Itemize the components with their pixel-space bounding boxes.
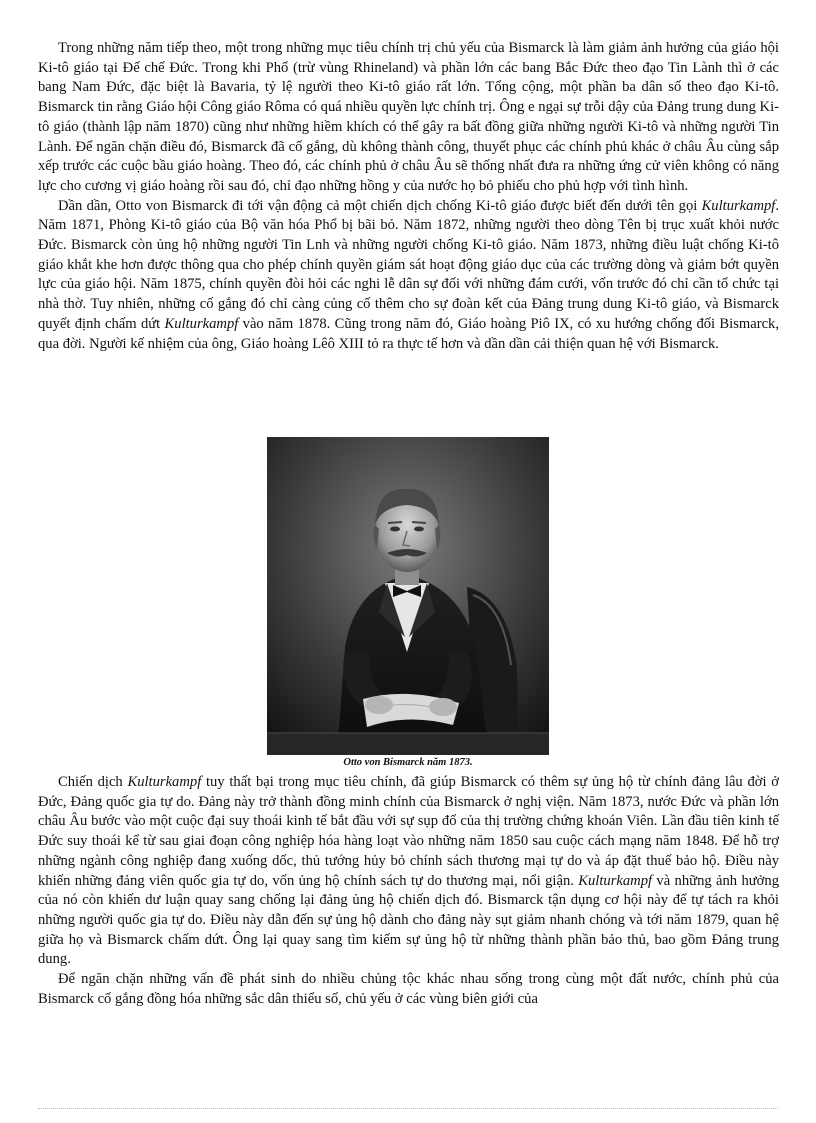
paragraph-kulturkampf: Dần dần, Otto von Bismarck đi tới vận động cả một chiến dịch chống Ki-tô giáo được biết đến dưới tên gọi Kulturkampf. Năm 1871, Phòng Ki-tô giáo của Bộ văn hóa Phổ bị bãi bỏ. Năm 1872, những người theo dòng Tên bị trục xuất khỏi nước Đức. Bismarck còn ủng hộ những người Tin Lnh và những người chống Ki-tô giáo. Năm 1873, những điều luật chống Ki-tô giáo khắt khe hơn được thông qua cho phép chính quyền giám sát hoạt động giáo dục của các trường dòng và giảm bớt quyền lực của giáo hội. Năm 1875, chính quyền đòi hỏi các nghi lễ dân sự đối với những đám cưới, vốn trước đó chỉ cần tổ chức tại nhà thờ. Tuy nhiên, những cố gắng đó chỉ càng củng cố thêm cho sự đoàn kết của Đảng trung dung Ki-tô giáo, và Bismarck quyết định chấm dứt Kulturkampf vào năm 1878. Cũng trong năm đó, Giáo hoàng Piô IX, có xu hướng chống đối Bismarck, qua đời. Người kế nhiệm của ông, Giáo hoàng Lêô XIII tỏ ra thực tế hơn và dần dần cải thiện quan hệ với Bismarck.	[38, 197, 780, 352]
paragraph-economic-crisis: Chiến dịch Kulturkampf tuy thất bại trong mục tiêu chính, đã giúp Bismarck có thêm sự ủng hộ từ chính đảng lâu đời ở Đức, Đảng quốc gia tự do. Đảng này trở thành đồng minh chính của Bismarck ở nghị viện. Năm 1873, nước Đức và phần lớn châu Âu bước vào một cuộc đại suy thoái kinh tế bắt đầu với sự sụp đổ của thị trường chứng khoán Viên. Lần đầu tiên kinh tế Đức suy thoái kể từ sau giai đoạn công nghiệp hóa hàng loạt vào những năm 1850 sau cuộc cách mạng năm 1848. Để hỗ trợ những ngành công nghiệp đang xuống dốc, thủ tướng hủy bỏ chính sách thương mại tự do và áp đặt thuế bảo hộ. Điều này khiến những đảng viên quốc gia tự do, vốn ủng hộ chính sách tự do thương mại, nổi giận. Kulturkampf và những ảnh hưởng của nó còn khiến dư luận quay sang chống lại đảng ủng hộ chiến dịch đó. Bismarck tận dụng cơ hội này để tự tách ra khỏi những người quốc gia tự do. Điều này dẫn đến sự ủng hộ dành cho đảng này sụt giảm nhanh chóng và tới năm 1879, quan hệ giữa họ và Bismarck chấm dứt. Ông lại quay sang tìm kiếm sự ủng hộ từ những thành phần bảo thủ, bao gồm Đảng trung dung.	[38, 774, 779, 968]
kulturkampf-term: Kulturkampf	[578, 872, 653, 889]
bismarck-portrait-photo	[267, 437, 549, 755]
kulturkampf-term: Kulturkampf	[701, 197, 776, 214]
body-text-bottom	[38, 773, 779, 1009]
portrait-caption: Otto von Bismarck năm 1873.	[343, 757, 473, 768]
page-bottom-divider	[38, 1108, 778, 1109]
kulturkampf-term: Kulturkampf	[164, 315, 239, 332]
kulturkampf-term: Kulturkampf	[127, 774, 202, 790]
bismarck-portrait-figure	[267, 437, 549, 770]
paragraph-religion-policy: Trong những năm tiếp theo, một trong những mục tiêu chính trị chủ yếu của Bismarck là làm giảm ảnh hưởng của giáo hội Ki-tô giáo tại Đế chế Đức. Trong khi Phổ (trừ vùng Rhineland) và phần lớn các bang Bắc Đức theo đạo Tin Lành thì ở các bang Nam Đức, đặc biệt là Bavaria, tỷ lệ người theo Ki-tô giáo rất lớn. Tổng cộng, một phần ba dân số theo đạo Ki-tô. Bismarck tin rằng Giáo hội Công giáo Rôma có quá nhiều quyền lực chính trị. Ông e ngại sự trỗi dậy của Đảng trung dung Ki-tô giáo (thành lập năm 1870) cũng như những hiềm khích có thể gây ra bất đồng giữa những người Ki-tô và những người Tin Lành. Để ngăn chặn điều đó, Bismarck đã cố gắng, dù không thành công, thuyết phục các chính phủ khác ở châu Âu cùng sắp xếp trước các cuộc bầu giáo hoàng. Theo đó, các chính phủ ở châu Âu sẽ thống nhất đưa ra những ứng cử viên không có năng lực cho cương vị giáo hoàng rồi sau đó, chỉ đạo những hồng y của nước họ bỏ phiếu cho phủ hợp với tình hình.	[38, 40, 779, 194]
paragraph-assimilation: Để ngăn chặn những vấn đề phát sinh do nhiều chủng tộc khác nhau sống trong cùng một đất nước, chính phủ của Bismarck cố gắng đồng hóa những sắc dân thiểu số, chủ yếu ở các vùng biên giới của	[38, 971, 779, 1007]
body-text-top	[38, 39, 779, 354]
